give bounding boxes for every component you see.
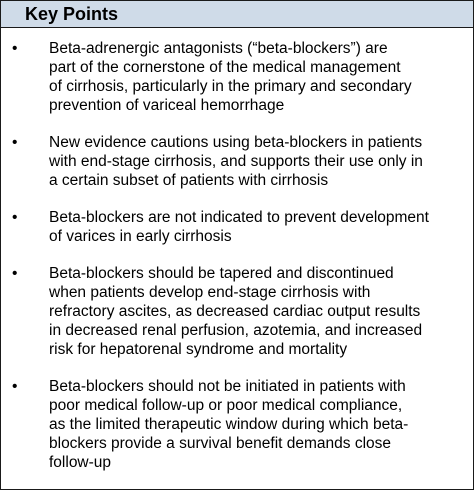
- bullet-icon: •: [12, 209, 18, 226]
- bullet-icon: •: [12, 134, 18, 151]
- key-point-text: Beta-adrenergic antagonists (“beta-blockers”) are part of the cornerstone of the medical management of cirrhosis, particularly in the primary and secondary prevention of variceal hemorrhage: [49, 40, 412, 114]
- key-points-list: [1, 39, 473, 472]
- bullet-icon: •: [12, 265, 18, 282]
- key-point-4: [1, 264, 473, 359]
- key-point-3: [1, 208, 473, 246]
- bullet-icon: •: [12, 40, 18, 57]
- key-point-2: [1, 133, 473, 190]
- key-point-5: [1, 377, 473, 472]
- key-point-1: [1, 39, 473, 115]
- key-point-text: Beta-blockers should be tapered and discontinued when patients develop end-stage cirrhosis with refractory ascites, as decreased cardiac output results in decreased renal perfusion, azotemia, and increased risk for hepatorenal syndrome and mortality: [49, 265, 423, 358]
- key-point-text: New evidence cautions using beta-blockers in patients with end-stage cirrhosis, and supports their use only in a certain subset of patients with cirrhosis: [49, 134, 423, 189]
- bullet-icon: •: [12, 378, 18, 395]
- key-points-header: [1, 1, 473, 28]
- key-point-text: Beta-blockers are not indicated to prevent development of varices in early cirrhosis: [49, 209, 429, 245]
- key-points-title: Key Points: [25, 4, 119, 24]
- key-point-text: Beta-blockers should not be initiated in patients with poor medical follow-up or poor medical compliance, as the limited therapeutic window during which beta- blockers provide a survival benefit demands close follow-up: [49, 378, 409, 471]
